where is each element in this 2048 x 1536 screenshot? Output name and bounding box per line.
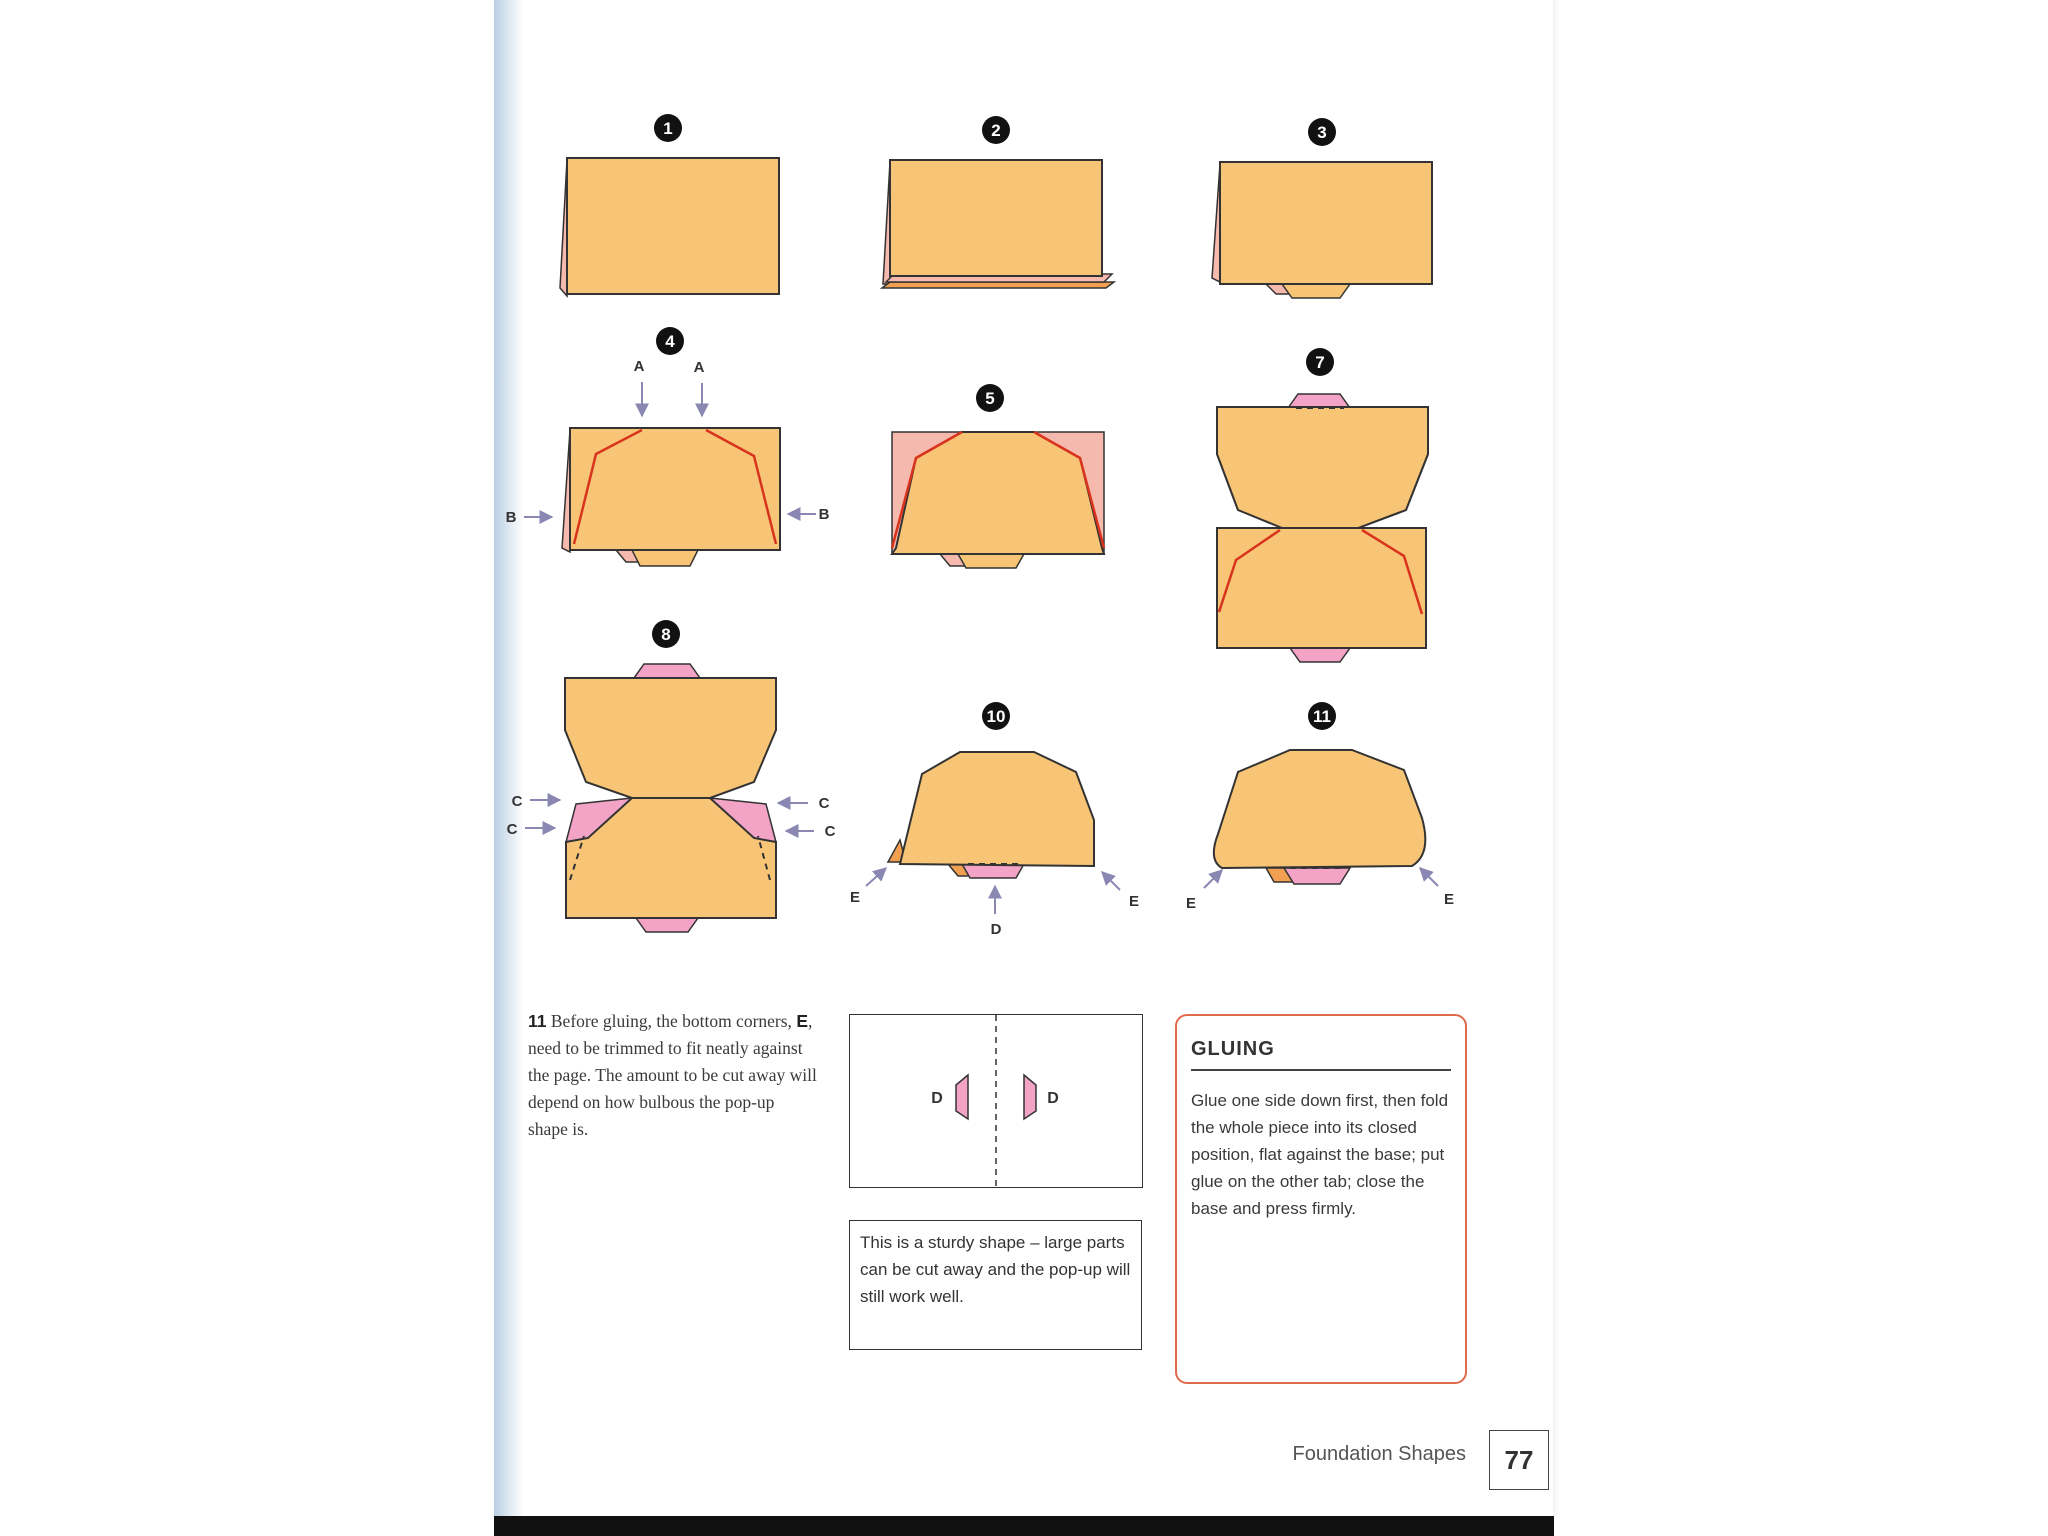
arrow-a-left	[634, 358, 645, 416]
caption-bold-letter: E	[796, 1011, 808, 1031]
arrow-c-right-lower	[786, 823, 836, 840]
caption-text-after: , need to be trimmed to fit neatly against the page. The amount to be cut away will depend on how bulbous the pop-up shape is.	[528, 1011, 817, 1139]
step-4-diagram	[506, 327, 830, 566]
tab-d-label-left: D	[931, 1090, 943, 1107]
gluing-tip-box	[1175, 1014, 1467, 1384]
sturdy-shape-note: This is a sturdy shape – large parts can be cut away and the pop-up will still work well.	[849, 1220, 1142, 1350]
step-2-diagram	[882, 116, 1114, 288]
arrow-c-left-upper	[512, 793, 560, 810]
svg-text:E: E	[1443, 891, 1455, 908]
arrow-b-right	[788, 506, 830, 523]
svg-text:A: A	[633, 358, 645, 375]
step-8-diagram	[507, 620, 836, 932]
tab-d-label-right: D	[1047, 1090, 1059, 1107]
svg-text:A: A	[693, 359, 705, 376]
arrow-d-10	[991, 886, 1002, 938]
arrow-e-right-11	[1420, 868, 1454, 908]
svg-text:4: 4	[665, 332, 675, 351]
svg-text:C: C	[511, 793, 523, 810]
arrow-e-left-10	[850, 868, 886, 906]
arrow-c-left-lower	[507, 821, 555, 838]
page-number: 77	[1489, 1430, 1549, 1490]
svg-text:11: 11	[1313, 707, 1331, 726]
step-7-badge	[1306, 348, 1334, 376]
svg-text:D: D	[990, 921, 1002, 938]
step-11-badge	[1308, 702, 1336, 730]
step-5-diagram	[892, 384, 1104, 568]
svg-text:8: 8	[661, 625, 671, 644]
svg-text:C: C	[818, 795, 830, 812]
caption-text-before: Before gluing, the bottom corners,	[550, 1011, 792, 1031]
tab-d-diagram-box	[849, 1014, 1143, 1188]
svg-text:3: 3	[1317, 123, 1327, 142]
step-11-diagram	[1186, 702, 1454, 912]
svg-text:E: E	[1128, 893, 1140, 910]
step-1-diagram	[560, 114, 779, 296]
step-1-badge	[654, 114, 682, 142]
arrow-c-right-upper	[778, 795, 830, 812]
svg-text:B: B	[505, 509, 517, 526]
svg-text:7: 7	[1315, 353, 1325, 372]
svg-text:C: C	[506, 821, 518, 838]
step-3-badge	[1308, 118, 1336, 146]
svg-text:B: B	[818, 506, 830, 523]
arrow-e-left-11	[1186, 870, 1222, 912]
gluing-body: Glue one side down first, then fold the whole piece into its closed position, flat against the base; put glue on the other tab; close the base and press firmly.	[1191, 1091, 1449, 1218]
step-11-caption	[528, 1008, 818, 1143]
step-5-badge	[976, 384, 1004, 412]
svg-text:E: E	[1185, 895, 1197, 912]
gluing-title: GLUING	[1191, 1038, 1451, 1071]
step-7-diagram	[1217, 348, 1428, 662]
svg-text:5: 5	[985, 389, 995, 408]
arrow-a-right	[694, 359, 705, 416]
caption-step-number: 11	[528, 1011, 547, 1031]
svg-text:E: E	[849, 889, 861, 906]
step-2-badge	[982, 116, 1010, 144]
svg-text:1: 1	[663, 119, 673, 138]
arrow-e-right-10	[1102, 872, 1139, 910]
step-3-diagram	[1212, 118, 1432, 298]
svg-text:2: 2	[991, 121, 1001, 140]
tab-d-diagram	[850, 1015, 1141, 1186]
arrow-b-left	[506, 509, 552, 526]
svg-text:10: 10	[986, 707, 1006, 726]
svg-text:C: C	[824, 823, 836, 840]
section-title: Foundation Shapes	[1292, 1443, 1466, 1465]
step-10-diagram	[850, 702, 1139, 938]
step-4-badge	[656, 327, 684, 355]
step-8-badge	[652, 620, 680, 648]
step-10-badge	[982, 702, 1010, 730]
